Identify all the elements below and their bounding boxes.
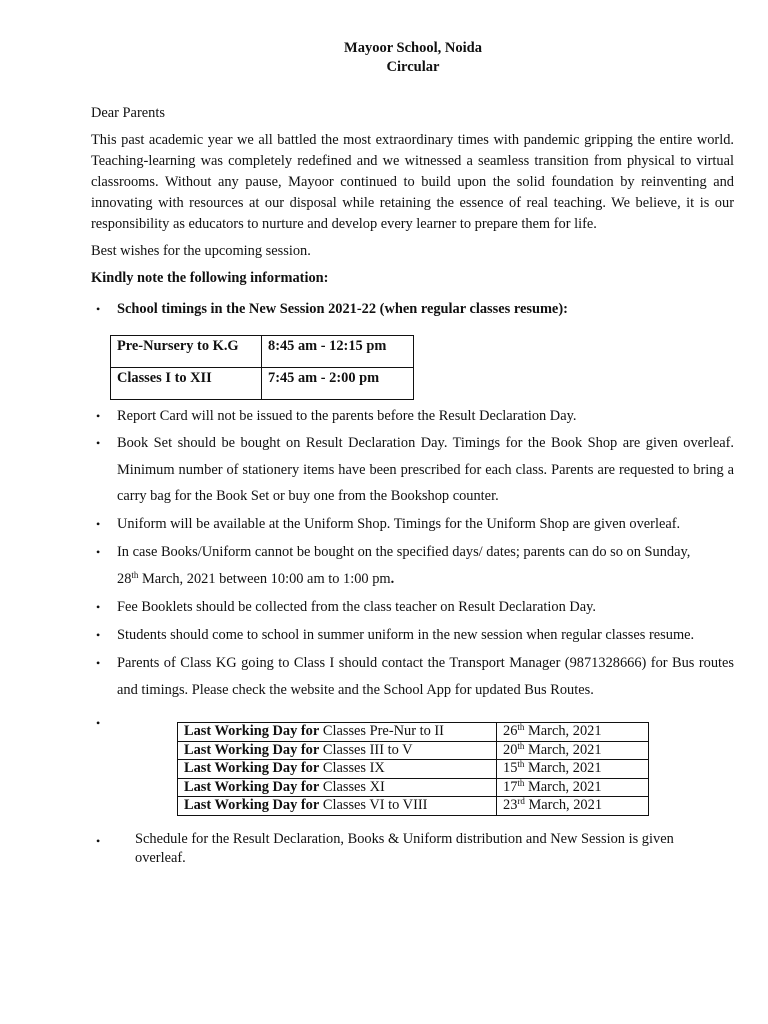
sunday-period: . (390, 571, 395, 587)
lwd-date (497, 797, 649, 816)
lwd-date (497, 741, 649, 760)
lwd-day: 15 (503, 760, 518, 777)
sunday-note-line1: In case Books/Uniform cannot be bought on the specified days/ dates; parents can do so on Sunday, (117, 544, 691, 560)
bullet-icon: • (96, 628, 101, 642)
summer-uniform-note: Students should come to school in summer uniform in the new session when regular classes resume. (117, 627, 695, 643)
lwd-date (497, 760, 649, 779)
lwd-class-range: Classes XI (319, 778, 385, 795)
lwd-class-range: Classes Pre-Nur to II (319, 723, 444, 740)
lwd-day-suffix: th (517, 740, 525, 751)
lwd-class-range: Classes III to V (319, 741, 413, 758)
lwd-day: 26 (503, 723, 518, 740)
lwd-classes (178, 797, 497, 816)
schedule-note: Schedule for the Result Declaration, Books & Uniform distribution and New Session is given overleaf. (135, 831, 674, 866)
book-set-note: Book Set should be bought on Result Declaration Day. Timings for the Book Shop are given overleaf. Minimum number of stationery items have been prescribed for each class. Parents are requested to bring a carry bag for the Book Set or buy one from the Bookshop counter. (117, 435, 734, 504)
lwd-classes (178, 723, 497, 742)
timings-time: 8:45 am - 12:15 pm (262, 336, 414, 368)
table-row (178, 741, 649, 760)
bullet-icon: • (96, 656, 101, 670)
lwd-class-range: Classes IX (319, 760, 385, 777)
lwd-classes (178, 760, 497, 779)
lwd-month-year: March, 2021 (524, 741, 602, 758)
timings-table (110, 335, 414, 400)
timings-group: Pre-Nursery to K.G (111, 336, 262, 368)
report-card-note: Report Card will not be issued to the parents before the Result Declaration Day. (117, 408, 577, 424)
fee-booklet-note: Fee Booklets should be collected from the class teacher on Result Declaration Day. (117, 599, 597, 615)
school-name: Mayoor School, Noida (344, 40, 482, 56)
lwd-day: 23 (503, 797, 518, 814)
sunday-day: 28 (117, 571, 132, 587)
bullet-icon: • (96, 600, 101, 614)
lwd-label: Last Working Day for (184, 741, 320, 758)
table-row (178, 723, 649, 742)
lwd-month-year: March, 2021 (524, 723, 602, 740)
greeting: Dear Parents (91, 105, 165, 121)
bullet-icon: • (96, 716, 101, 730)
bullet-icon: • (96, 545, 101, 559)
lwd-label: Last Working Day for (184, 723, 320, 740)
lwd-date (497, 778, 649, 797)
intro-paragraph: This past academic year we all battled the most extraordinary times with pandemic gripping the entire world. Teaching-learning was completely redefined and we witnessed a seamless transition from physical to virtual classrooms. Without any pause, Mayoor continued to build upon the solid foundation by reinventing and innovating with resources at our disposal while retaining the essence of real teaching. We believe, it is our responsibility as educators to nurture and develop every learner to prepare them for life. (91, 132, 734, 232)
timings-heading: School timings in the New Session 2021-22 (when regular classes resume): (117, 301, 568, 317)
lwd-month-year: March, 2021 (524, 760, 602, 777)
lwd-label: Last Working Day for (184, 778, 320, 795)
sunday-note-line2 (117, 569, 734, 589)
bullet-icon: • (96, 302, 101, 316)
table-row (178, 760, 649, 779)
table-row (178, 797, 649, 816)
table-row (178, 778, 649, 797)
lwd-classes (178, 741, 497, 760)
timings-time: 7:45 am - 2:00 pm (262, 368, 414, 400)
transport-note: Parents of Class KG going to Class I should contact the Transport Manager (9871328666) for Bus routes and timings. Please check the website and the School App for updated Bus Routes. (117, 655, 734, 698)
lwd-label: Last Working Day for (184, 797, 320, 814)
last-working-day-table (177, 722, 649, 816)
note-heading: Kindly note the following information: (91, 270, 329, 286)
table-row (111, 336, 414, 368)
lwd-month-year: March, 2021 (524, 797, 603, 814)
uniform-note: Uniform will be available at the Uniform Shop. Timings for the Uniform Shop are given overleaf. (117, 516, 681, 532)
bullet-icon: • (96, 409, 101, 423)
bullet-icon: • (96, 517, 101, 531)
best-wishes: Best wishes for the upcoming session. (91, 243, 311, 259)
lwd-day-suffix: rd (517, 796, 525, 807)
timings-group: Classes I to XII (111, 368, 262, 400)
lwd-day-suffix: th (517, 777, 525, 788)
lwd-classes (178, 778, 497, 797)
sunday-day-suffix: th (131, 570, 139, 580)
lwd-day: 17 (503, 778, 518, 795)
lwd-day-suffix: th (517, 722, 525, 733)
document-title: Circular (386, 59, 440, 75)
lwd-class-range: Classes VI to VIII (319, 797, 428, 814)
lwd-label: Last Working Day for (184, 760, 320, 777)
lwd-day-suffix: th (517, 759, 525, 770)
table-row (111, 368, 414, 400)
bullet-icon: • (96, 436, 101, 450)
lwd-month-year: March, 2021 (524, 778, 602, 795)
sunday-details: March, 2021 between 10:00 am to 1:00 pm (138, 571, 391, 587)
lwd-day: 20 (503, 741, 518, 758)
lwd-date (497, 723, 649, 742)
bullet-icon: • (96, 834, 101, 848)
